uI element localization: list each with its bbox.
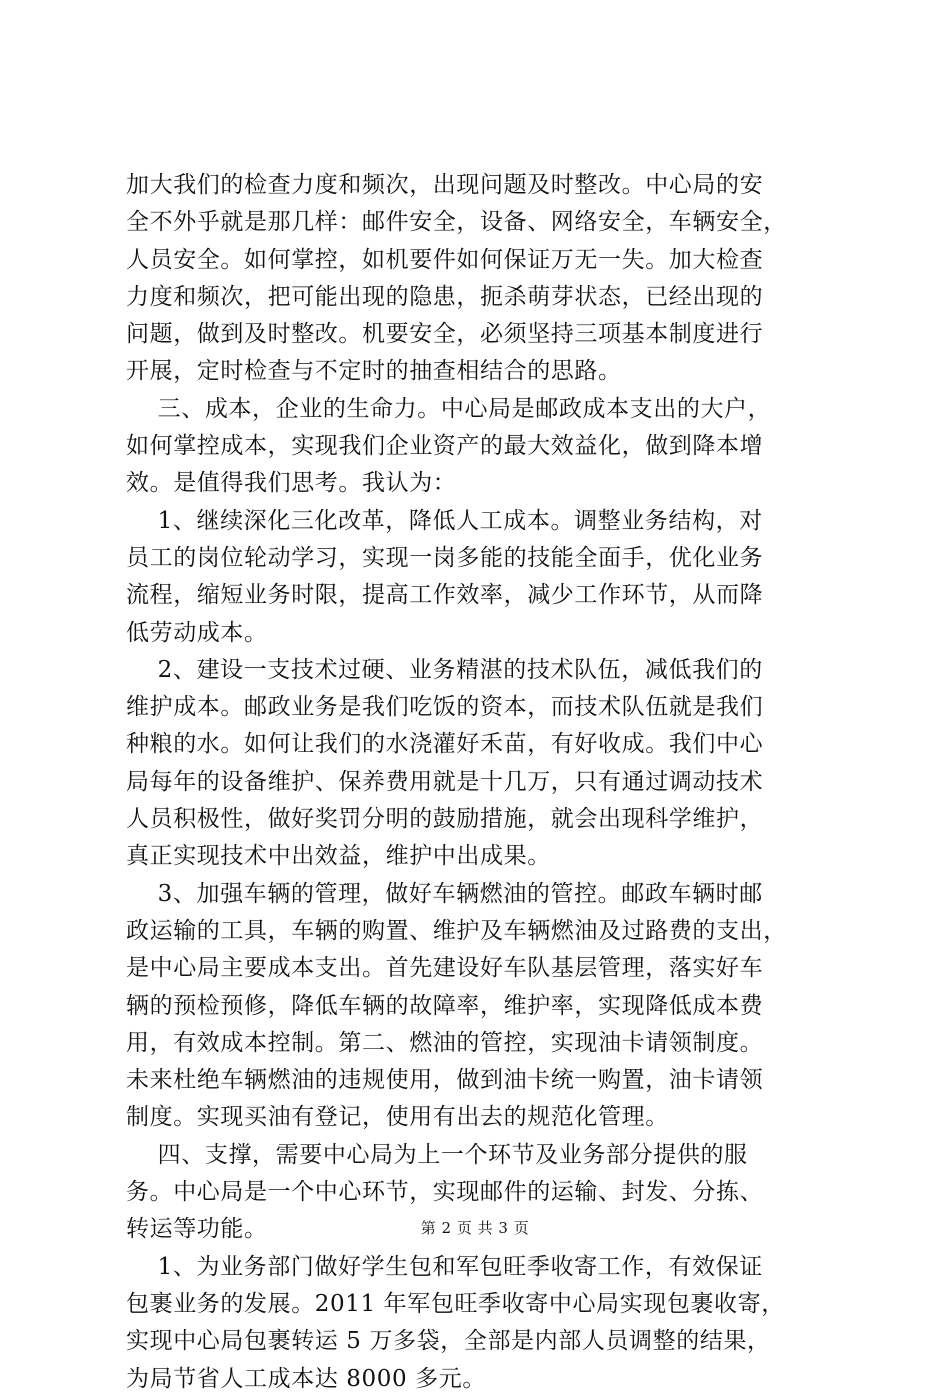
text-line: 三、成本，企业的生命力。中心局是邮政成本支出的大户， <box>126 395 772 422</box>
text-line: 种粮的水。如何让我们的水浇灌好禾苗，有好收成。我们中心 <box>126 731 764 758</box>
text-line: 全不外乎就是那几样：邮件安全，设备、网络安全，车辆安全， <box>126 209 787 236</box>
text-line: 政运输的工具，车辆的购置、维护及车辆燃油及过路费的支出， <box>126 917 787 944</box>
text-line: 人员积极性，做好奖罚分明的鼓励措施，就会出现科学维护， <box>126 806 764 833</box>
text-line: 用，有效成本控制。第二、燃油的管控，实现油卡请领制度。 <box>126 1029 764 1056</box>
text-line: 3、加强车辆的管理，做好车辆燃油的管控。邮政车辆时邮 <box>126 880 763 907</box>
text-line: 力度和频次，把可能出现的隐患，扼杀萌芽状态，已经出现的 <box>126 283 764 310</box>
text-line: 开展，定时检查与不定时的抽查相结合的思路。 <box>126 358 622 385</box>
text-line: 问题，做到及时整改。机要安全，必须坚持三项基本制度进行 <box>126 321 764 348</box>
document-body <box>126 167 838 1398</box>
text-line: 1、为业务部门做好学生包和军包旺季收寄工作，有效保证 <box>126 1253 763 1280</box>
text-line: 制度。实现买油有登记，使用有出去的规范化管理。 <box>126 1104 669 1131</box>
text-line: 四、支撑，需要中心局为上一个环节及业务部分提供的服 <box>126 1141 748 1168</box>
text-line: 务。中心局是一个中心环节，实现邮件的运输、封发、分拣、 <box>126 1179 764 1206</box>
page-number-footer: 第 2 页 共 3 页 <box>420 1219 530 1237</box>
text-line: 如何掌控成本，实现我们企业资产的最大效益化，做到降本增 <box>126 433 764 460</box>
text-line: 实现中心局包裹转运 5 万多袋，全部是内部人员调整的结果， <box>126 1328 771 1355</box>
text-line: 未来杜绝车辆燃油的违规使用，做到油卡统一购置，油卡请领 <box>126 1067 764 1094</box>
text-line: 人员安全。如何掌控，如机要件如何保证万无一失。加大检查 <box>126 246 764 273</box>
text-line: 辆的预检预修，降低车辆的故障率，维护率，实现降低成本费 <box>126 992 764 1019</box>
text-line: 流程，缩短业务时限，提高工作效率，减少工作环节，从而降 <box>126 582 764 609</box>
text-line: 局每年的设备维护、保养费用就是十几万，只有通过调动技术 <box>126 768 764 795</box>
text-line: 效。是值得我们思考。我认为： <box>126 470 457 497</box>
text-line: 转运等功能。 <box>126 1216 268 1243</box>
text-line: 员工的岗位轮动学习，实现一岗多能的技能全面手，优化业务 <box>126 544 764 571</box>
text-line: 包裹业务的发展。2011 年军包旺季收寄中心局实现包裹收寄， <box>126 1290 785 1317</box>
text-line: 真正实现技术中出效益，维护中出成果。 <box>126 843 551 870</box>
text-line: 加大我们的检查力度和频次，出现问题及时整改。中心局的安 <box>126 172 764 198</box>
text-line: 2、建设一支技术过硬、业务精湛的技术队伍，减低我们的 <box>126 656 763 683</box>
text-line: 为局节省人工成本达 8000 多元。 <box>126 1365 486 1392</box>
text-line: 维护成本。邮政业务是我们吃饭的资本，而技术队伍就是我们 <box>126 694 764 721</box>
text-line: 1、继续深化三化改革，降低人工成本。调整业务结构，对 <box>126 507 763 534</box>
text-line: 低劳动成本。 <box>126 619 268 646</box>
text-line: 是中心局主要成本支出。首先建设好车队基层管理，落实好车 <box>126 955 764 982</box>
